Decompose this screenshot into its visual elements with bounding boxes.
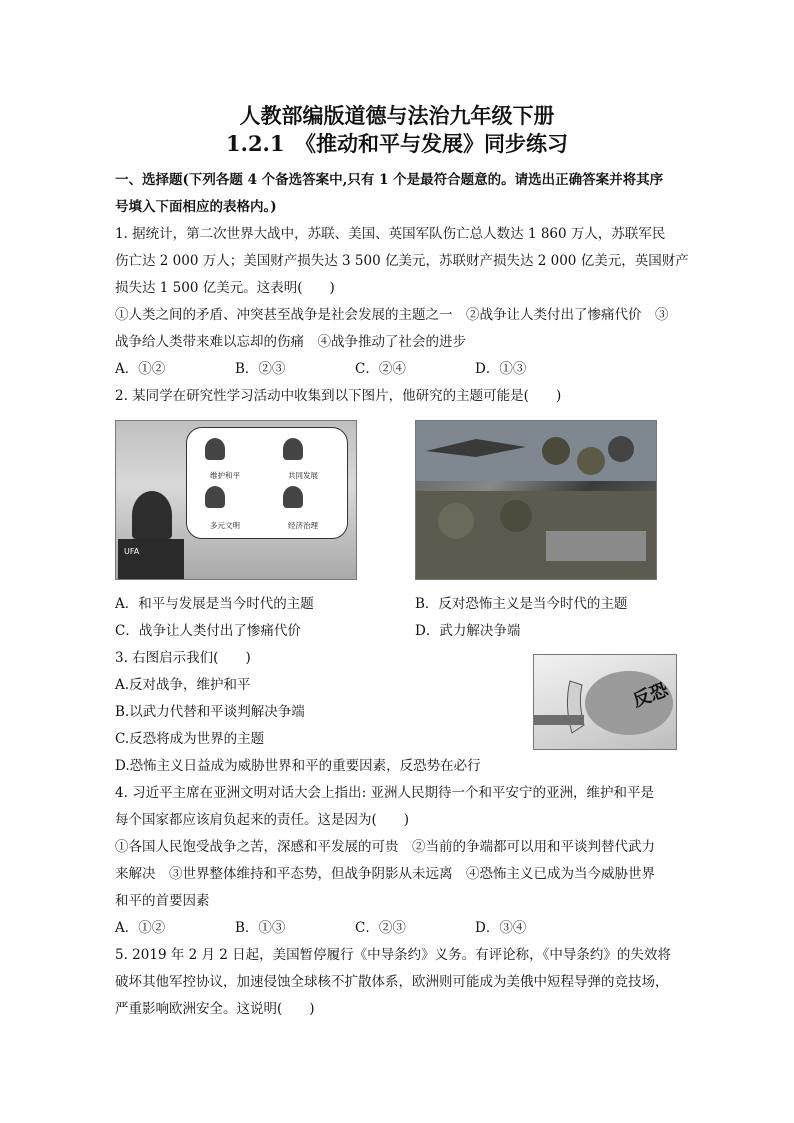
q4-options (115, 918, 595, 938)
q1-line: ①人类之间的矛盾、冲突甚至战争是社会发展的主题之一 ②战争让人类付出了惨痛代价 ③ (115, 307, 669, 323)
q1-line: 1. 据统计，第二次世界大战中，苏联、美国、英国军队伤亡总人数达 1 860 万人，苏联军民 (115, 226, 666, 242)
q2-options-row2 (115, 621, 715, 641)
q4-option-a: A．①② (115, 920, 166, 936)
cartoon-image (115, 420, 357, 580)
figure-icon (283, 438, 303, 460)
q5-line: 5. 2019 年 2 月 2 日起，美国暂停履行《中导条约》义务。有评论称，《中导条约》的失效将 (115, 947, 671, 963)
q5-line: 破坏其他军控协议，加速侵蚀全球核不扩散体系，欧洲则可能成为美俄中短程导弹的竞技场， (115, 974, 669, 990)
military-photo (415, 420, 657, 580)
anti-terror-image (533, 654, 677, 750)
q1-option-c: C．②④ (355, 361, 406, 377)
q2-option-b: B．反对恐怖主义是当今时代的主题 (415, 596, 628, 612)
document-subtitle: 1.2.1 《推动和平与发展》同步练习 (226, 131, 568, 156)
section-heading-cont: 号填入下面相应的表格内。) (115, 199, 277, 215)
q1-options (115, 359, 595, 379)
q4-line: 来解决 ③世界整体维持和平态势，但战争阴影从未远离 ④恐怖主义已成为当今威胁世界 (115, 866, 655, 882)
podium-label: UFA (124, 547, 140, 556)
cartoon-label: 维护和平 (210, 471, 240, 480)
figure-icon (205, 486, 225, 508)
document-title: 人教部编版道德与法治九年级下册 (239, 103, 555, 128)
q2-stem: 2. 某同学在研究性学习活动中收集到以下图片，他研究的主题可能是( ) (115, 388, 562, 404)
q3-option-c: C.反恐将成为世界的主题 (115, 731, 265, 747)
speaker-figure (132, 491, 172, 539)
figure-icon (205, 438, 225, 460)
q3-option-a: A.反对战争，维护和平 (115, 677, 251, 693)
q1-option-a: A．①② (115, 361, 166, 377)
q3-option-d: D.恐怖主义日益成为威胁世界和平的重要因素，反恐势在必行 (115, 758, 481, 774)
speech-bubble (186, 427, 348, 539)
q2-option-a: A．和平与发展是当今时代的主题 (115, 596, 314, 612)
q4-line: ①各国人民饱受战争之苦，深感和平发展的可贵 ②当前的争端都可以用和平谈判替代武力 (115, 839, 655, 855)
q3-stem: 3. 右图启示我们( ) (115, 650, 251, 666)
q1-line: 战争给人类带来难以忘却的伤痛 ④战争推动了社会的进步 (115, 334, 466, 350)
q4-option-d: D．③④ (475, 920, 527, 936)
q4-option-b: B．①③ (235, 920, 286, 936)
photo-collage-graphic (416, 421, 656, 579)
q4-line: 和平的首要因素 (115, 893, 210, 909)
cartoon-label: 多元文明 (210, 521, 240, 530)
cartoon-label: 经济治理 (288, 521, 318, 530)
q1-line: 伤亡达 2 000 万人；美国财产损失达 3 500 亿美元，苏联财产损失达 2 000 亿美元，英国财产 (115, 253, 689, 269)
section-heading: 一、选择题(下列各题 4 个备选答案中,只有 1 个是最符合题意的。请选出正确答案并将其序 (115, 172, 664, 188)
q1-option-d: D．①③ (475, 361, 527, 377)
q4-line: 每个国家都应该肩负起来的责任。这是因为( ) (115, 812, 410, 828)
q1-option-b: B．②③ (235, 361, 286, 377)
cartoon-label: 共同发展 (288, 471, 318, 480)
q4-option-c: C．②③ (355, 920, 406, 936)
gear-icon (283, 486, 303, 508)
anti-terror-label: 反恐 (630, 679, 672, 712)
q3-option-b: B.以武力代替和平谈判解决争端 (115, 704, 305, 720)
q2-option-c: C．战争让人类付出了惨痛代价 (115, 623, 301, 639)
q4-line: 4. 习近平主席在亚洲文明对话大会上指出: 亚洲人民期待一个和平安宁的亚洲，维护和平是 (115, 785, 655, 801)
podium (118, 539, 184, 579)
q5-line: 严重影响欧洲安全。这说明( ) (115, 1001, 315, 1017)
q2-options-row1 (115, 594, 715, 614)
q1-line: 损失达 1 500 亿美元。这表明( ) (115, 280, 335, 296)
q2-option-d: D．武力解决争端 (415, 623, 521, 639)
